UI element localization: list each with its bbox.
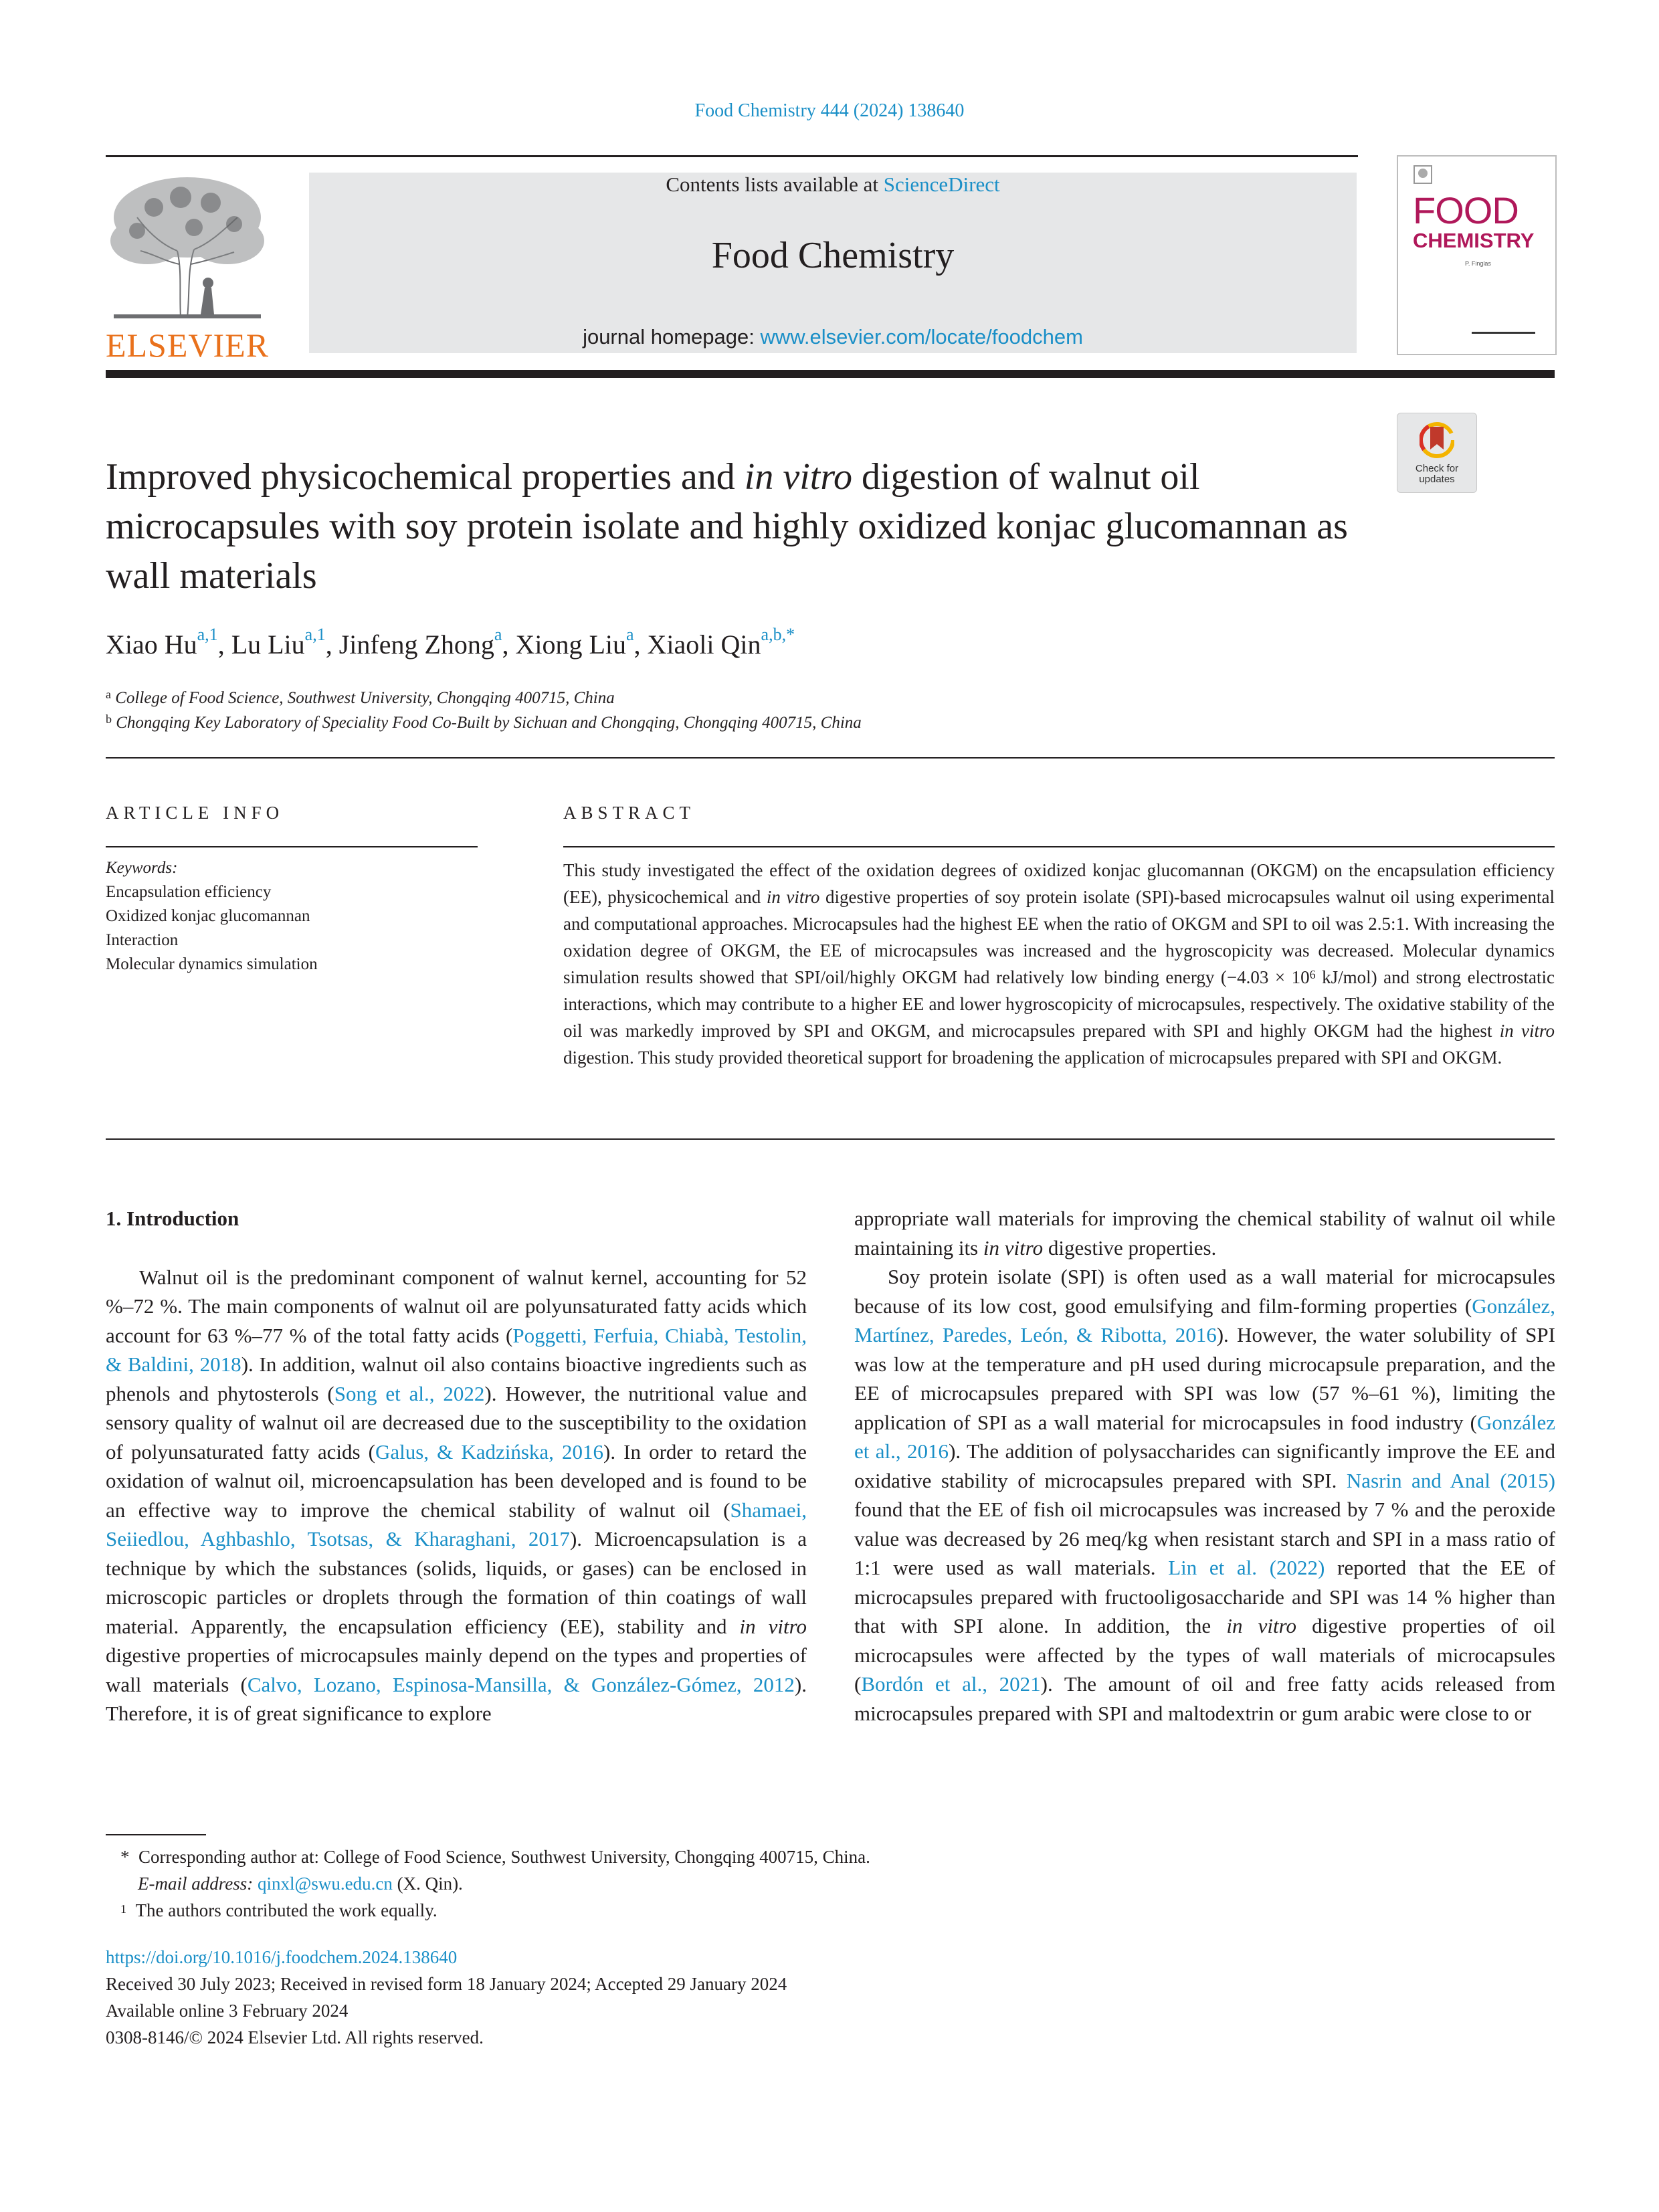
paragraph-text: found that the EE of fish oil microcapsules was increased by 7 % and the peroxide value was decreased by 26 meq/kg when resistant starch and SPI in a mass ratio of 1:1 were used as wall materials. (854, 1498, 1555, 1579)
sciencedirect-link[interactable]: ScienceDirect (883, 173, 1000, 196)
paragraph (106, 1263, 807, 1728)
homepage-link[interactable]: www.elsevier.com/locate/foodchem (760, 325, 1083, 348)
elsevier-logo[interactable] (100, 171, 274, 364)
paragraph-text: appropriate wall materials for improving the chemical stability of walnut oil while maintaining its (854, 1207, 1555, 1260)
keywords-block (106, 856, 318, 977)
author-name[interactable]: Lu Liu (231, 629, 305, 660)
paragraph-text: Walnut oil is the predominant component of walnut kernel, accounting for 52 %–72 %. The main components of walnut oil are polyunsaturated fatty acids which account for 63 %–77 % of the total fatty acids ( (106, 1265, 807, 1347)
citation-link[interactable]: González et al., 2016 (854, 1410, 1555, 1463)
email-label: E-mail address: (138, 1874, 254, 1894)
paragraph-text: ). However, the nutritional value and sensory quality of walnut oil are decreased due to the susceptibility to the oxidation of polyunsaturated fatty acids ( (106, 1381, 807, 1464)
cover-editor: P. Finglas (1465, 260, 1491, 267)
homepage-prefix: journal homepage: (583, 325, 761, 348)
affiliation-text: College of Food Science, Southwest University, Chongqing 400715, China (115, 689, 615, 707)
paragraph-text: ). The addition of polysaccharides can significantly improve the EE and oxidative stability of microcapsules prepared with SPI. (854, 1439, 1556, 1492)
elsevier-wordmark: ELSEVIER (105, 326, 270, 364)
keyword-item: Oxidized konjac glucomannan (106, 907, 310, 925)
citation-link[interactable]: Poggetti, Ferfuia, Chiabà, Testolin, & Baldini, 2018 (106, 1323, 807, 1376)
footnote-text: The authors contributed the work equally. (135, 1900, 437, 1920)
citation-link[interactable]: Shamaei, Seiiedlou, Aghbashlo, Tsotsas, & Kharaghani, 2017 (106, 1498, 807, 1550)
keyword-item: Interaction (106, 931, 179, 949)
body-column-right (854, 1204, 1555, 1728)
footnote-text: Corresponding author at: College of Food Science, Southwest University, Chongqing 400715, China. (138, 1847, 870, 1867)
citation-link[interactable]: González, Martínez, Paredes, León, & Ribotta, 2016 (854, 1294, 1555, 1346)
paragraph-text: Soy protein isolate (SPI) is often used as a wall material for microcapsules because of its low cost, good emulsifying and film-forming properties ( (854, 1265, 1555, 1318)
affiliation-rule (106, 757, 1555, 759)
paragraph (854, 1204, 1555, 1262)
cover-title-food: FOOD (1413, 189, 1519, 231)
title-italic: in vitro (744, 456, 853, 498)
check-for-updates-label: Check for updates (1415, 463, 1459, 485)
contents-line (309, 173, 1357, 197)
author-affil-mark[interactable]: a (494, 625, 502, 644)
affiliation-mark: a (106, 688, 111, 701)
abstract-sentence: digestive properties of soy protein isolate (SPI)-based microcapsules walnut oil using experimental and computational approaches. Microcapsules had the highest EE when the ratio of OKGM and SPI to oil was 2.5:1. With increasing the oxidation degree of OKGM, the EE of microcapsules was increased and the hygroscopicity was decreased. Molecular dynamics simulation results showed that SPI/oil/highly OKGM had relatively low binding energy (−4.03 × 10 (563, 887, 1555, 987)
citation-link[interactable]: Bordón et al., 2021 (861, 1672, 1041, 1696)
author-affil-mark[interactable]: a (626, 625, 634, 644)
author-affil-mark[interactable]: a,b,* (761, 625, 795, 644)
abstract-sentence: kJ/mol) and strong electrostatic interactions, which may contribute to a higher EE and lower hygroscopicity of microcapsules, respectively. The oxidative stability of the oil was markedly improved by SPI and OKGM, and microcapsules prepared with SPI and highly OKGM had the highest (563, 967, 1555, 1041)
journal-name: Food Chemistry (711, 235, 955, 276)
abstract-sentence: This study investigated the effect of the oxidation degrees of oxidized konjac glucomannan (OKGM) on the encapsulation efficiency (EE), physicochemical and (563, 860, 1555, 907)
paragraph (854, 1262, 1555, 1728)
keywords-label: Keywords: (106, 859, 178, 877)
received-dates: Received 30 July 2023; Received in revised form 18 January 2024; Accepted 29 January 2024 (106, 1974, 787, 1994)
available-online: Available online 3 February 2024 (106, 2001, 349, 2021)
footnote-corresponding (120, 1843, 870, 1870)
italic-term: in vitro (983, 1235, 1044, 1260)
article-info-rule (106, 846, 478, 847)
abstract-heading: ABSTRACT (563, 803, 696, 823)
masthead-thick-rule (106, 370, 1555, 378)
abstract-italic: in vitro (1499, 1021, 1555, 1041)
journal-cover-thumbnail[interactable] (1397, 155, 1557, 355)
paragraph-text: digestive properties of oil microcapsules were affected by the types of wall materials of microcapsules ( (854, 1614, 1555, 1696)
paragraph-text: ). In addition, walnut oil also contains bioactive ingredients such as phenols and phytosterols ( (106, 1352, 807, 1405)
elsevier-tree-icon (100, 171, 274, 324)
abstract-italic: in vitro (766, 887, 820, 907)
publication-info (106, 1944, 787, 2051)
contents-prefix: Contents lists available at (666, 173, 884, 196)
bookmark-update-icon (1420, 421, 1454, 460)
italic-term: in vitro (739, 1614, 807, 1638)
email-link[interactable]: qinxl@swu.edu.cn (257, 1874, 393, 1894)
paragraph-text: ). Therefore, it is of great significance to explore (106, 1672, 807, 1725)
affiliation-a (106, 689, 615, 708)
article-title (106, 452, 1377, 601)
footnote-rule (106, 1834, 206, 1835)
affiliation-mark: b (106, 712, 112, 726)
homepage-line (309, 325, 1357, 349)
author-name[interactable]: Xiong Liu (515, 629, 626, 660)
footnote-mark: * (120, 1847, 130, 1867)
paragraph-text: ). Microencapsulation is a technique by which the substances (solids, liquids, or gases) can be enclosed in microscopic particles or droplets through the formation of thin coatings of wall material. Apparently, the encapsulation efficiency (EE), stability and (106, 1527, 807, 1638)
citation-link[interactable]: Calvo, Lozano, Espinosa-Mansilla, & González-Gómez, 2012 (247, 1672, 795, 1696)
citation-link[interactable]: Nasrin and Anal (2015) (1346, 1468, 1555, 1492)
section-heading-introduction: 1. Introduction (106, 1207, 239, 1230)
citation-link[interactable]: Lin et al. (2022) (1168, 1556, 1325, 1579)
cover-title-chemistry: CHEMISTRY (1413, 229, 1535, 252)
abstract-bottom-rule (106, 1138, 1555, 1140)
affiliation-text: Chongqing Key Laboratory of Speciality Food Co-Built by Sichuan and Chongqing, Chongqing 400715, China (116, 714, 862, 732)
footnote-equal-contribution (120, 1897, 870, 1924)
abstract-exponent: 6 (1309, 968, 1316, 981)
keyword-item: Molecular dynamics simulation (106, 955, 318, 973)
author-affil-mark[interactable]: a,1 (304, 625, 326, 644)
paragraph-text: ). The amount of oil and free fatty acids released from microcapsules prepared with SPI and maltodextrin or gum arabic were close to or (854, 1672, 1555, 1725)
citation-link[interactable]: Galus, & Kadzińska, 2016 (375, 1439, 604, 1464)
doi-link[interactable]: https://doi.org/10.1016/j.foodchem.2024.138640 (106, 1947, 458, 1967)
title-text-1: Improved physicochemical properties and (106, 456, 745, 498)
citation-link[interactable]: Song et al., 2022 (334, 1381, 485, 1405)
abstract-text (563, 857, 1555, 1071)
author-name[interactable]: Jinfeng Zhong (338, 629, 494, 660)
check-for-updates-button[interactable] (1397, 413, 1477, 493)
author-name[interactable]: Xiao Hu (106, 629, 197, 660)
cover-elsevier-icon (1413, 165, 1433, 185)
author-affil-mark[interactable]: a,1 (197, 625, 218, 644)
paragraph-text: ). However, the water solubility of SPI was low at the temperature and pH used during microcapsule preparation, and the EE of microcapsules prepared with SPI was low (57 %–61 %), limiting the application of SPI as a wall material for microcapsules in food industry ( (854, 1323, 1555, 1434)
affiliation-b (106, 714, 862, 732)
paragraph-text: ). In order to retard the oxidation of walnut oil, microencapsulation has been developed and is found to be an effective way to improve the chemical stability of walnut oil ( (106, 1439, 807, 1522)
body-column-left (106, 1204, 807, 1728)
paragraph-text: digestive properties. (1043, 1235, 1217, 1260)
abstract-rule (563, 846, 1555, 847)
keyword-item: Encapsulation efficiency (106, 883, 272, 901)
footnote-email (120, 1870, 870, 1897)
masthead-rule (106, 155, 1358, 157)
email-suffix: (X. Qin). (392, 1874, 463, 1894)
journal-banner (309, 173, 1357, 353)
footnote-mark: 1 (120, 1902, 126, 1916)
cover-rule (1472, 332, 1535, 334)
abstract-sentence: digestion. This study provided theoretical support for broadening the application of microcapsules prepared with SPI and OKGM. (563, 1047, 1502, 1068)
paragraph-text: reported that the EE of microcapsules prepared with fructooligosaccharide and SPI was 14 % higher than that with SPI alone. In addition, the (854, 1556, 1555, 1637)
article-info-heading: ARTICLE INFO (106, 803, 284, 823)
footnotes (120, 1843, 870, 1924)
author-name[interactable]: Xiaoli Qin (647, 629, 761, 660)
copyright: 0308-8146/© 2024 Elsevier Ltd. All rights reserved. (106, 2027, 484, 2047)
italic-term: in vitro (1226, 1614, 1296, 1637)
running-head[interactable]: Food Chemistry 444 (2024) 138640 (694, 100, 965, 121)
paragraph-text: digestive properties of microcapsules mainly depend on the types and properties of wall materials ( (106, 1643, 807, 1696)
author-list: Xiao Hu$^{a,1}$, Lu Liu$^{a,1}$, Jinfeng Zhong$^a$, Xiong Liu$^a$, Xiaoli Qin$^{a,b,*}$ (106, 625, 795, 660)
title-text-2: digestion of walnut oil microcapsules with soy protein isolate and highly oxidized konjac glucomannan as wall materials (106, 456, 1348, 597)
